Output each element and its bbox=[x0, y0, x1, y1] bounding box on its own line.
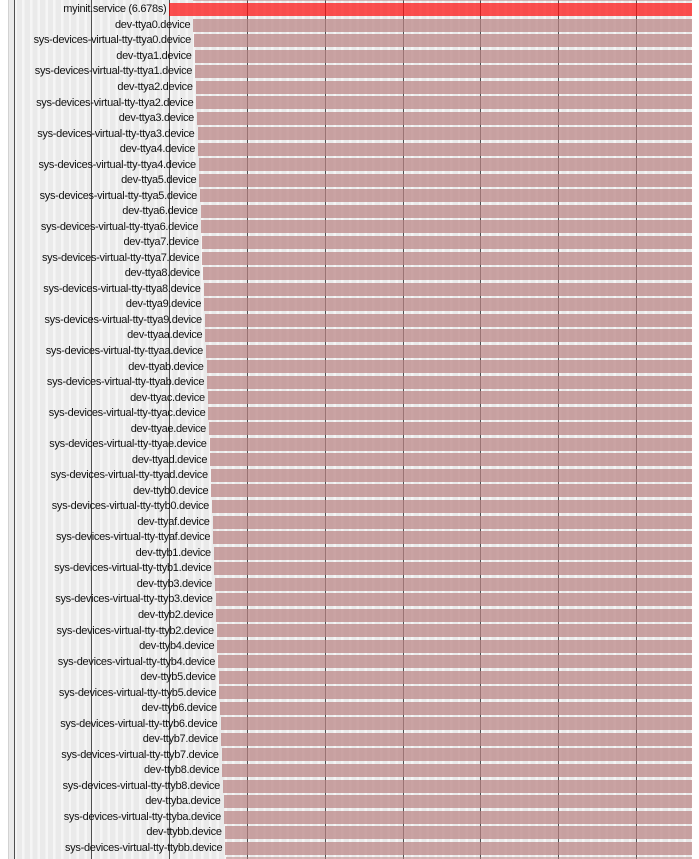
unit-row-label: dev-ttyb2.device bbox=[137, 609, 214, 621]
unit-row-label: sys-devices-virtual-tty-ttyb6.device bbox=[60, 717, 218, 730]
unit-row-label: dev-ttya1.device bbox=[116, 49, 192, 62]
unit-row-label: dev-ttya0.device bbox=[114, 18, 191, 31]
unit-row-label: sys-devices-virtual-tty-ttya6.device bbox=[40, 220, 199, 233]
unit-row-label: sys-devices-virtual-tty-ttyb7.device bbox=[61, 748, 219, 761]
active-bar bbox=[206, 345, 692, 358]
active-bar bbox=[198, 127, 692, 140]
unit-row-label: dev-ttya9.device bbox=[125, 298, 202, 311]
unit-row-label: myinit.service (6.678s) bbox=[63, 3, 167, 16]
active-bar bbox=[224, 795, 692, 808]
active-bar bbox=[201, 220, 692, 233]
active-bar bbox=[213, 531, 691, 544]
active-bar bbox=[211, 469, 692, 482]
activating-bar bbox=[169, 3, 691, 16]
active-bar bbox=[220, 702, 692, 715]
unit-row-label: dev-ttyaa.device bbox=[127, 329, 203, 342]
clipped-row-bar bbox=[193, 0, 692, 1]
unit-row-label: sys-devices-virtual-tty-ttyb4.device bbox=[57, 655, 216, 668]
active-bar bbox=[218, 655, 692, 668]
active-bar bbox=[210, 453, 691, 466]
unit-row-label: dev-ttyb8.device bbox=[143, 764, 220, 777]
active-bar bbox=[219, 686, 691, 699]
active-bar bbox=[219, 671, 692, 684]
unit-row-label: sys-devices-virtual-tty-ttya4.device bbox=[38, 158, 196, 171]
unit-row-label: dev-ttya5.device bbox=[121, 174, 197, 187]
unit-row-label: sys-devices-virtual-tty-ttybb.device bbox=[64, 841, 223, 854]
unit-row-label: dev-ttyba.device bbox=[145, 795, 221, 808]
unit-row-label: dev-ttyac.device bbox=[130, 391, 205, 404]
active-bar bbox=[193, 19, 691, 32]
active-bar bbox=[217, 624, 692, 637]
active-bar bbox=[195, 50, 692, 63]
unit-row-label: dev-ttya2.device bbox=[117, 80, 193, 93]
unit-row-label: dev-ttyaf.device bbox=[137, 515, 210, 528]
active-bar bbox=[207, 360, 692, 373]
unit-row-label: sys-devices-virtual-tty-ttya5.device bbox=[39, 189, 197, 202]
unit-row-label: sys-devices-virtual-tty-ttya0.device bbox=[33, 34, 191, 47]
active-bar bbox=[205, 314, 692, 327]
active-bar bbox=[204, 298, 691, 311]
active-bar bbox=[214, 547, 692, 560]
unit-row-label: sys-devices-virtual-tty-ttyb1.device bbox=[54, 562, 212, 575]
active-bar bbox=[199, 174, 691, 187]
unit-row-label: sys-devices-virtual-tty-ttyb3.device bbox=[55, 593, 213, 606]
active-bar bbox=[203, 267, 692, 280]
active-bar bbox=[211, 484, 691, 497]
active-bar bbox=[196, 96, 691, 109]
unit-row-label: dev-ttya3.device bbox=[118, 112, 194, 124]
unit-row-label: dev-ttyb6.device bbox=[141, 702, 217, 715]
unit-row-label: sys-devices-virtual-tty-ttyb5.device bbox=[58, 686, 217, 699]
active-bar bbox=[222, 748, 692, 761]
active-bar bbox=[209, 422, 692, 435]
unit-row-label: sys-devices-virtual-tty-ttya2.device bbox=[36, 96, 194, 109]
active-bar bbox=[221, 717, 692, 730]
unit-row-label: sys-devices-virtual-tty-ttyaa.device bbox=[45, 345, 203, 357]
active-bar bbox=[215, 578, 692, 591]
unit-row-label: dev-ttya8.device bbox=[124, 267, 200, 280]
unit-row-label: sys-devices-virtual-tty-ttyac.device bbox=[48, 407, 206, 420]
unit-row-label: sys-devices-virtual-tty-ttyaf.device bbox=[55, 531, 211, 544]
unit-row-label: sys-devices-virtual-tty-ttya3.device bbox=[37, 127, 195, 140]
active-bar bbox=[224, 811, 692, 824]
unit-row-label: dev-ttyb5.device bbox=[140, 671, 216, 684]
unit-row-label: dev-ttyad.device bbox=[131, 453, 208, 466]
active-bar bbox=[195, 65, 692, 78]
unit-row-label: dev-ttyab.device bbox=[128, 360, 204, 373]
unit-row-label: sys-devices-virtual-tty-ttya1.device bbox=[34, 65, 193, 78]
unit-row-label: dev-ttyb7.device bbox=[142, 733, 219, 746]
active-bar bbox=[202, 252, 691, 265]
unit-row-label: sys-devices-virtual-tty-ttyad.device bbox=[50, 469, 208, 482]
unit-row-label: dev-ttya4.device bbox=[119, 143, 196, 156]
active-bar bbox=[216, 609, 691, 622]
active-bar bbox=[212, 500, 692, 513]
active-bar bbox=[225, 842, 691, 855]
active-bar bbox=[216, 593, 692, 606]
active-bar bbox=[210, 438, 692, 451]
unit-row-label: dev-ttyae.device bbox=[130, 422, 206, 435]
active-bar bbox=[198, 143, 692, 156]
active-bar bbox=[217, 640, 691, 653]
unit-row-label: dev-ttybb.device bbox=[146, 826, 222, 839]
active-bar bbox=[200, 189, 692, 202]
active-bar bbox=[208, 407, 691, 420]
active-bar bbox=[207, 376, 692, 389]
unit-row-label: sys-devices-virtual-tty-ttyb2.device bbox=[56, 624, 214, 637]
unit-row-label: dev-ttyb1.device bbox=[135, 546, 211, 559]
unit-row-label: dev-ttya6.device bbox=[122, 205, 198, 218]
active-bar bbox=[214, 562, 691, 575]
active-bar bbox=[202, 236, 692, 249]
unit-row-label: sys-devices-virtual-tty-ttyba.device bbox=[63, 810, 221, 823]
unit-row-label: sys-devices-virtual-tty-ttya9.device bbox=[44, 313, 202, 326]
unit-row-label: sys-devices-virtual-tty-ttyb0.device bbox=[51, 500, 209, 513]
active-bar bbox=[194, 34, 692, 47]
active-bar bbox=[208, 391, 692, 404]
unit-row-label: sys-devices-virtual-tty-ttya8.device bbox=[43, 282, 201, 295]
unit-row-label: sys-devices-virtual-tty-ttya7.device bbox=[41, 251, 200, 264]
active-bar bbox=[201, 205, 692, 218]
active-bar bbox=[223, 780, 692, 793]
unit-row-label: sys-devices-virtual-tty-ttyae.device bbox=[49, 438, 207, 451]
active-bar bbox=[221, 733, 692, 746]
active-bar bbox=[222, 764, 691, 777]
unit-row-label: dev-ttya7.device bbox=[123, 236, 199, 249]
unit-row-label: dev-ttyb4.device bbox=[139, 640, 215, 652]
active-bar bbox=[196, 81, 692, 94]
active-bar bbox=[204, 283, 692, 296]
unit-row-label: sys-devices-virtual-tty-ttyb8.device bbox=[62, 779, 220, 792]
active-bar bbox=[225, 826, 692, 839]
active-bar bbox=[199, 158, 692, 171]
active-bar bbox=[213, 516, 692, 529]
unit-row-label: sys-devices-virtual-tty-ttyab.device bbox=[46, 376, 205, 388]
active-bar bbox=[197, 112, 692, 125]
unit-row-label: dev-ttyb3.device bbox=[136, 577, 212, 590]
active-bar bbox=[205, 329, 691, 342]
unit-row-label: dev-ttyb0.device bbox=[133, 484, 209, 497]
